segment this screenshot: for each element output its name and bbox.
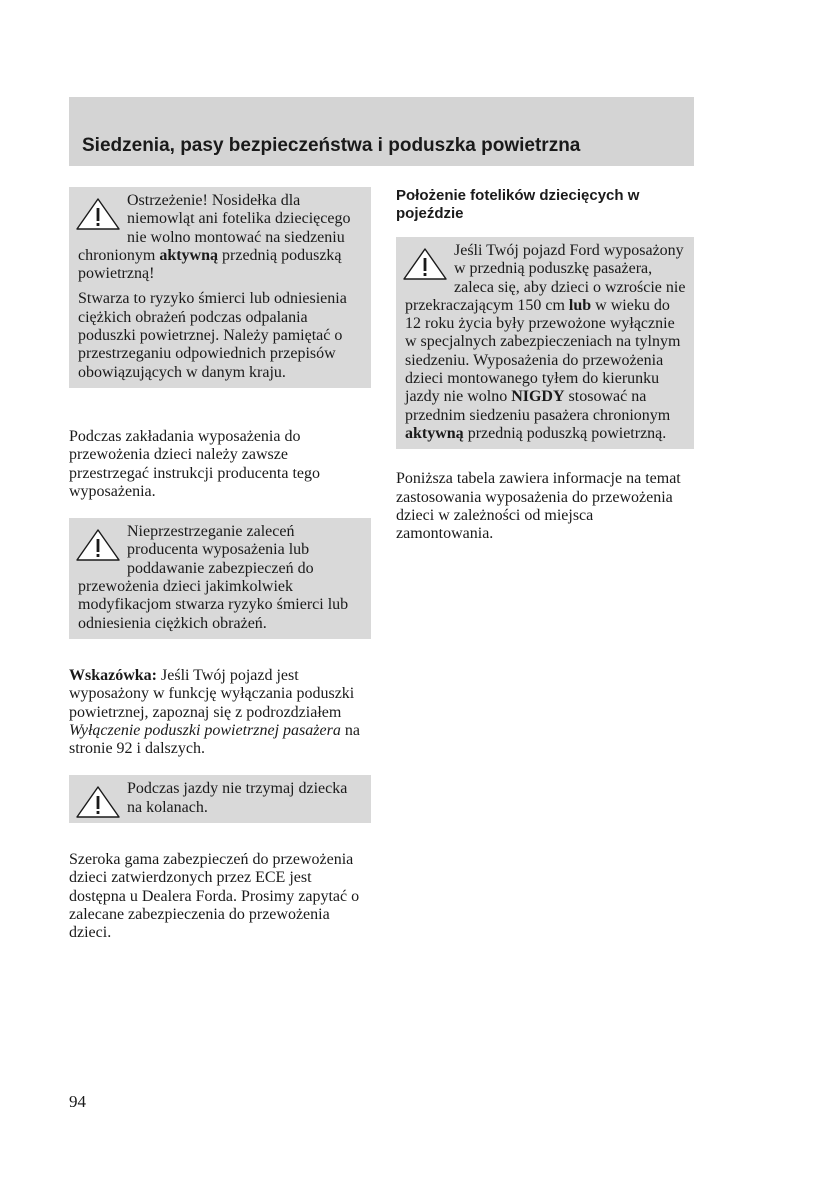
page-title: Siedzenia, pasy bezpieczeństwa i poduszka powietrzna bbox=[82, 135, 581, 156]
paragraph-manufacturer-instructions: Podczas zakładania wyposażenia do przewożenia dzieci należy zawsze przestrzegać instrukcji producenta tego wyposażenia. bbox=[69, 427, 320, 500]
section-subheading: Położenie fotelików dziecięcych w pojeździe bbox=[396, 187, 640, 222]
tip-label: Wskazówka: bbox=[69, 666, 158, 684]
warning-text-detail: Stwarza to ryzyko śmierci lub odniesienia ciężkich obrażeń podczas odpalania poduszki powietrznej. Należy pamiętać o przestrzeganiu odpowiednich przepisów obowiązujących w danym kraju. bbox=[78, 290, 347, 381]
warning-box-modifications bbox=[69, 518, 371, 639]
warning-triangle-icon bbox=[75, 785, 121, 819]
warning-triangle-icon bbox=[75, 197, 121, 231]
warning-text: Ostrzeżenie! Nosidełka dla niemowląt ani fotelika dziecięcego nie wolno montować na siedzeniu chronionym aktywną przednią poduszką powietrzną! bbox=[78, 192, 351, 283]
warning-box-child-seat-position bbox=[396, 237, 694, 449]
warning-text: Podczas jazdy nie trzymaj dziecka na kolanach. bbox=[127, 780, 348, 816]
warning-triangle-icon bbox=[402, 247, 448, 281]
warning-text: Nieprzestrzeganie zaleceń producenta wyposażenia lub poddawanie zabezpieczeń do przewożenia dzieci jakimkolwiek modyfikacjom stwarza ryzyko śmierci lub odniesienia ciężkich obrażeń. bbox=[78, 523, 349, 632]
paragraph-ece-restraints: Szeroka gama zabezpieczeń do przewożenia dzieci zatwierdzonych przez ECE jest dostępna u Dealera Forda. Prosimy zapytać o zalecane zabezpieczenia do przewożenia dzieci. bbox=[69, 851, 360, 942]
warning-triangle-icon bbox=[75, 528, 121, 562]
paragraph-table-intro: Poniższa tabela zawiera informacje na temat zastosowania wyposażenia do przewożenia dzieci w zależności od miejsca zamontowania. bbox=[396, 470, 681, 543]
warning-text: Jeśli Twój pojazd Ford wyposażony w przednią poduszkę pasażera, zaleca się, aby dzieci o wzroście nie przekraczającym 150 cm lub w wieku do 12 roku życia były przewożone wyłącznie w specjalnych zabezpieczeniach na tylnym siedzeniu. Wyposażenia do przewożenia dzieci montowanego tyłem do kierunku jazdy nie wolno NIGDY stosować na przednim siedzeniu pasażera chronionym aktywną przednią poduszką powietrzną. bbox=[405, 242, 686, 442]
page-number: 94 bbox=[69, 1092, 86, 1111]
section-header bbox=[69, 97, 694, 166]
warning-box-lap bbox=[69, 775, 371, 823]
tip-paragraph: Wskazówka: Jeśli Twój pojazd jest wyposażony w funkcję wyłączania poduszki powietrznej, zapoznaj się z podrozdziałem Wyłączenie poduszki powietrznej pasażera na stronie 92 i dalszych. bbox=[69, 666, 360, 758]
left-column bbox=[69, 187, 371, 943]
cross-reference: Wyłączenie poduszki powietrznej pasażera bbox=[69, 721, 341, 739]
warning-box-airbag bbox=[69, 187, 371, 388]
right-column bbox=[396, 187, 694, 543]
